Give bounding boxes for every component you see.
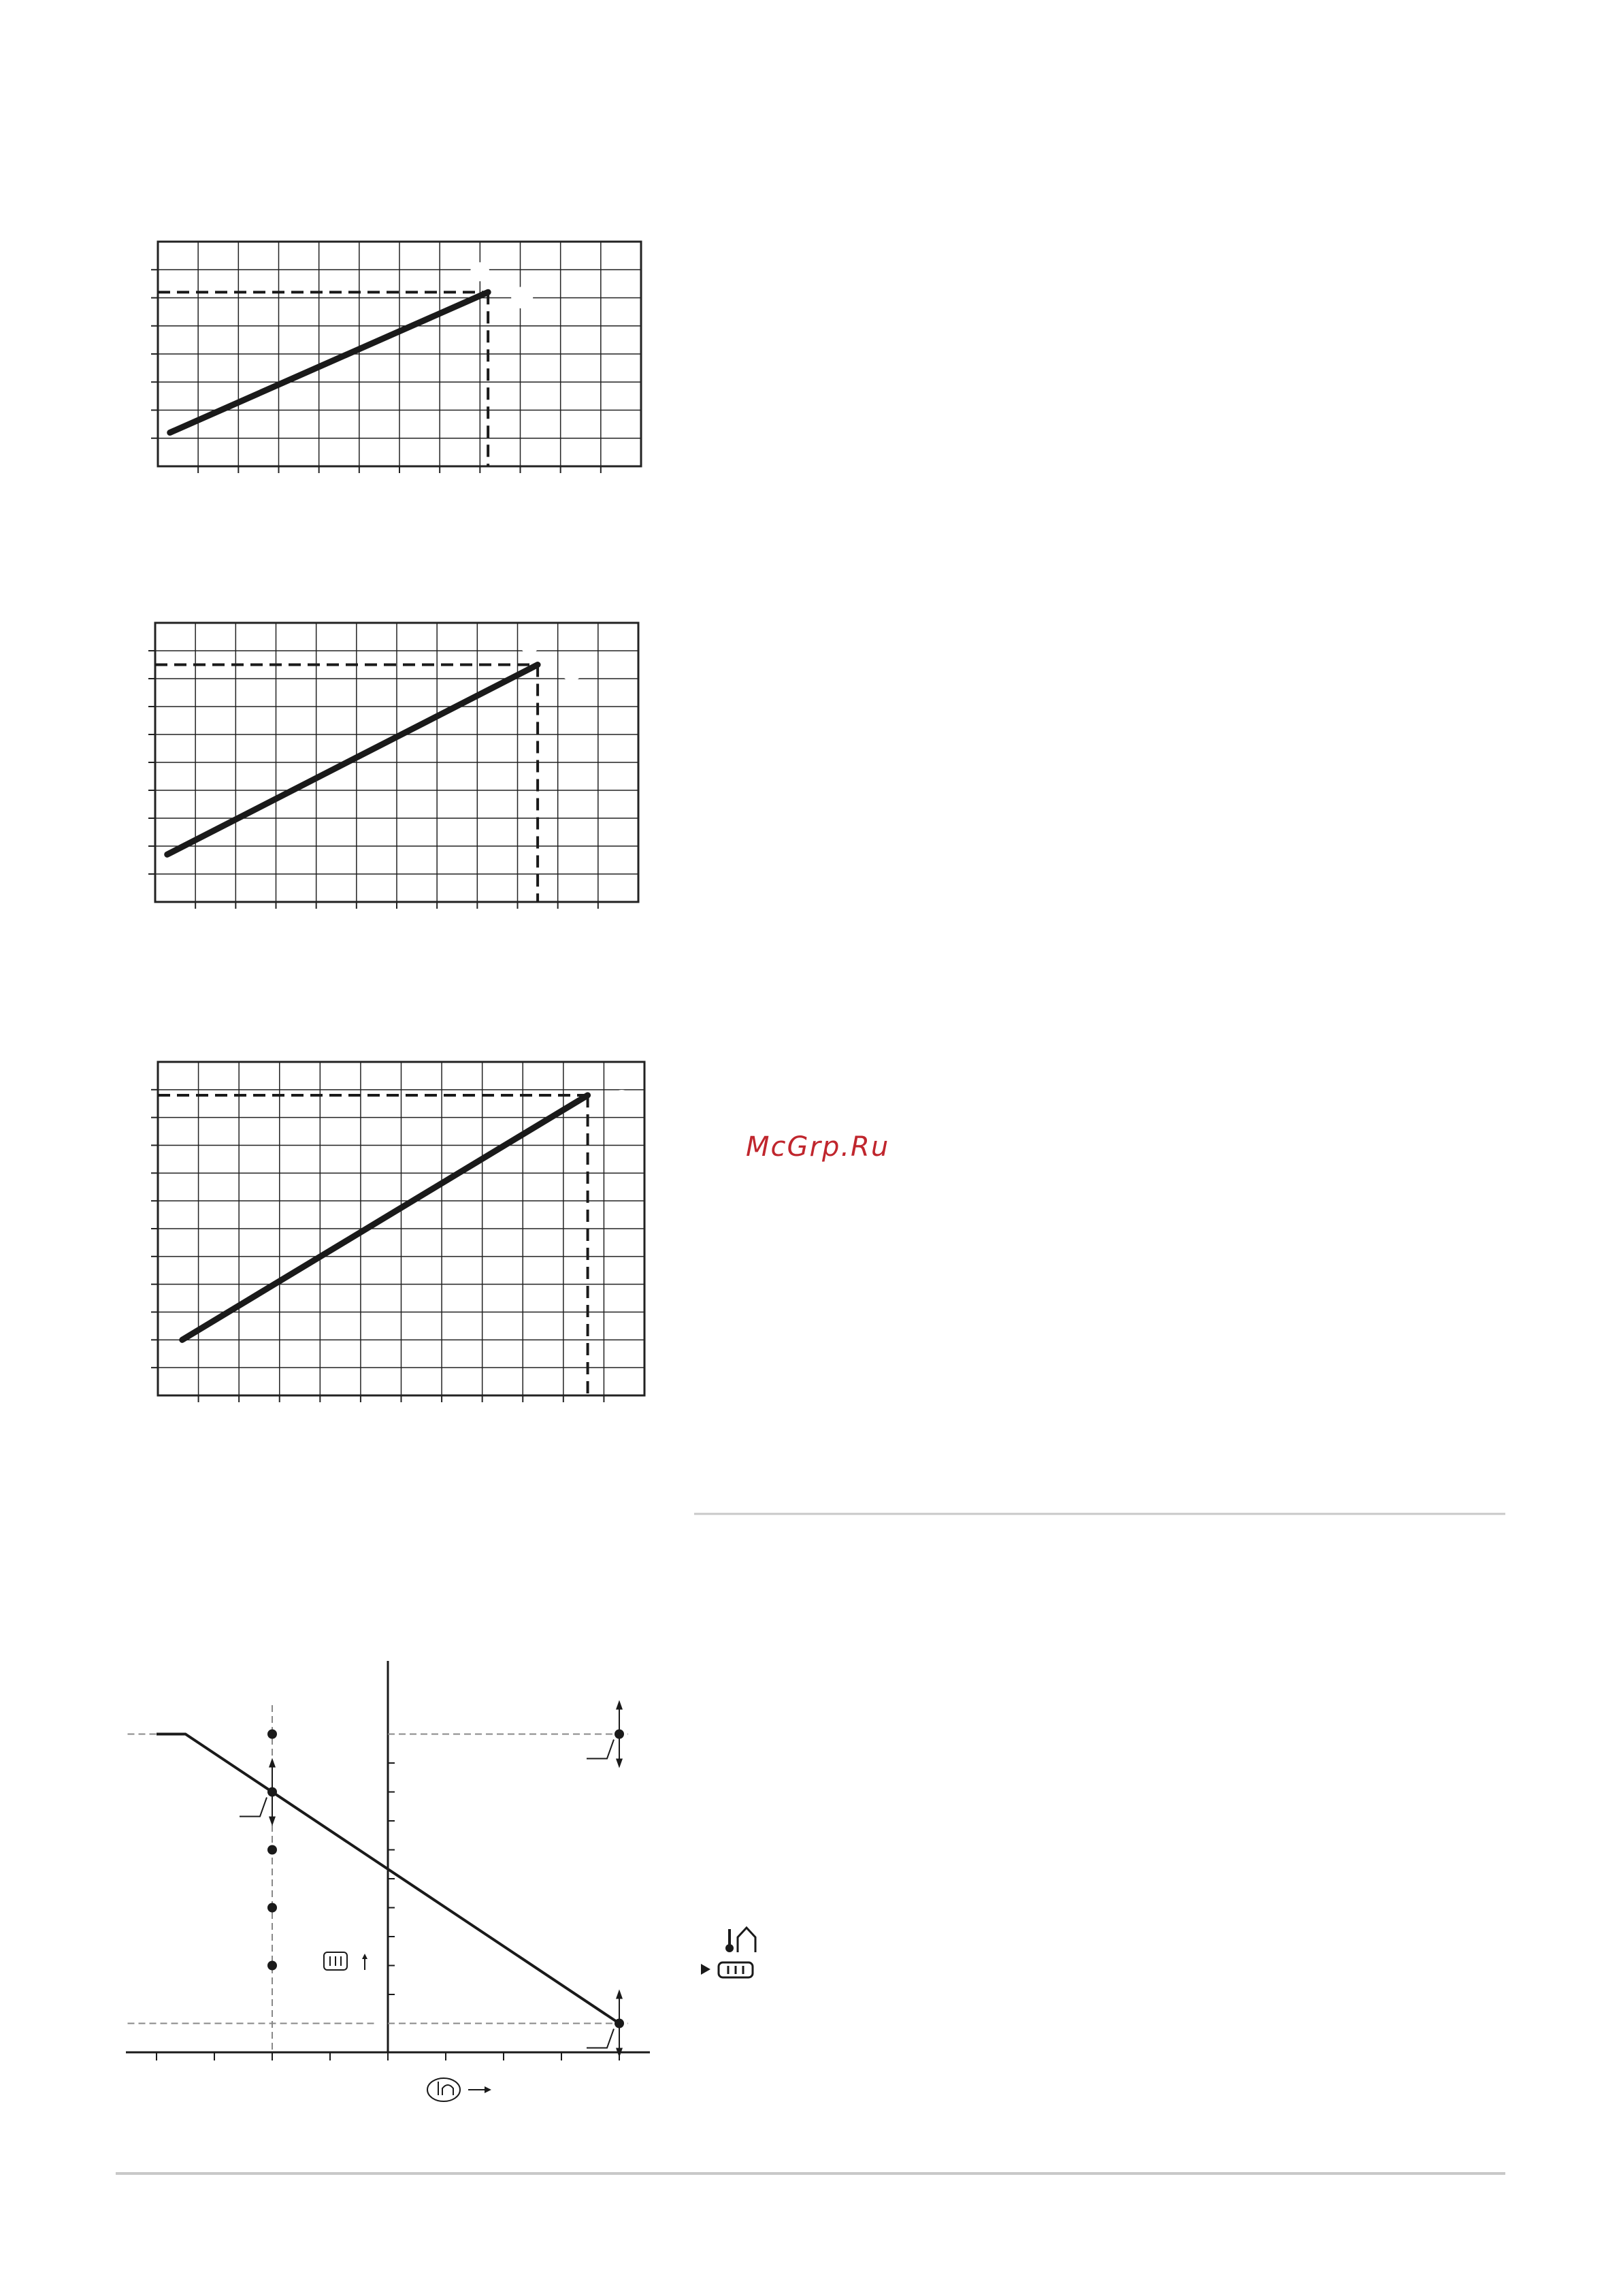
label-mask — [561, 660, 583, 681]
leader-line-top-right — [587, 1740, 614, 1759]
icon-house — [738, 1928, 755, 1952]
heating-curve-line — [182, 1095, 588, 1340]
label-mask — [470, 262, 489, 281]
adjustment-point — [267, 1961, 277, 1971]
label-mask — [520, 635, 539, 654]
heating-curve-line — [167, 665, 538, 855]
label-mask — [511, 287, 533, 308]
leader-line-bottom-right — [587, 2029, 614, 2048]
icon-pointer — [701, 1964, 710, 1975]
grid-chart-2 — [148, 623, 638, 909]
icon-arrow-head — [485, 2086, 491, 2093]
radiator-icon — [701, 1962, 753, 1977]
icon-house — [442, 2085, 453, 2095]
heating-curve-diagram — [126, 1661, 650, 2101]
icon-thermometer-bulb — [725, 1944, 734, 1952]
outdoor-temperature-icon — [427, 2078, 491, 2101]
arrow-down-head — [269, 1817, 276, 1826]
label-mask — [611, 1090, 633, 1112]
adjustment-point — [267, 1903, 277, 1913]
charts — [126, 242, 755, 2101]
arrow-up-head — [269, 1758, 276, 1768]
icon-arrow-head — [362, 1954, 367, 1959]
arrow-up-head — [616, 1990, 623, 1999]
label-mask — [570, 1065, 589, 1084]
thermometer-house-icon — [725, 1928, 755, 1952]
arrow-up-head — [616, 1700, 623, 1710]
radiator-adjust-icon — [324, 1952, 367, 1970]
arrow-down-head — [616, 1759, 623, 1768]
grid-chart-1 — [151, 242, 641, 473]
adjustment-point — [267, 1730, 277, 1739]
icon-outline — [427, 2078, 460, 2101]
grid-chart-3 — [151, 1062, 644, 1402]
watermark-text: McGrp.Ru — [746, 1131, 890, 1163]
heating-curve-line — [170, 292, 488, 432]
adjustment-point — [267, 1845, 277, 1855]
leader-line-left — [240, 1798, 267, 1817]
